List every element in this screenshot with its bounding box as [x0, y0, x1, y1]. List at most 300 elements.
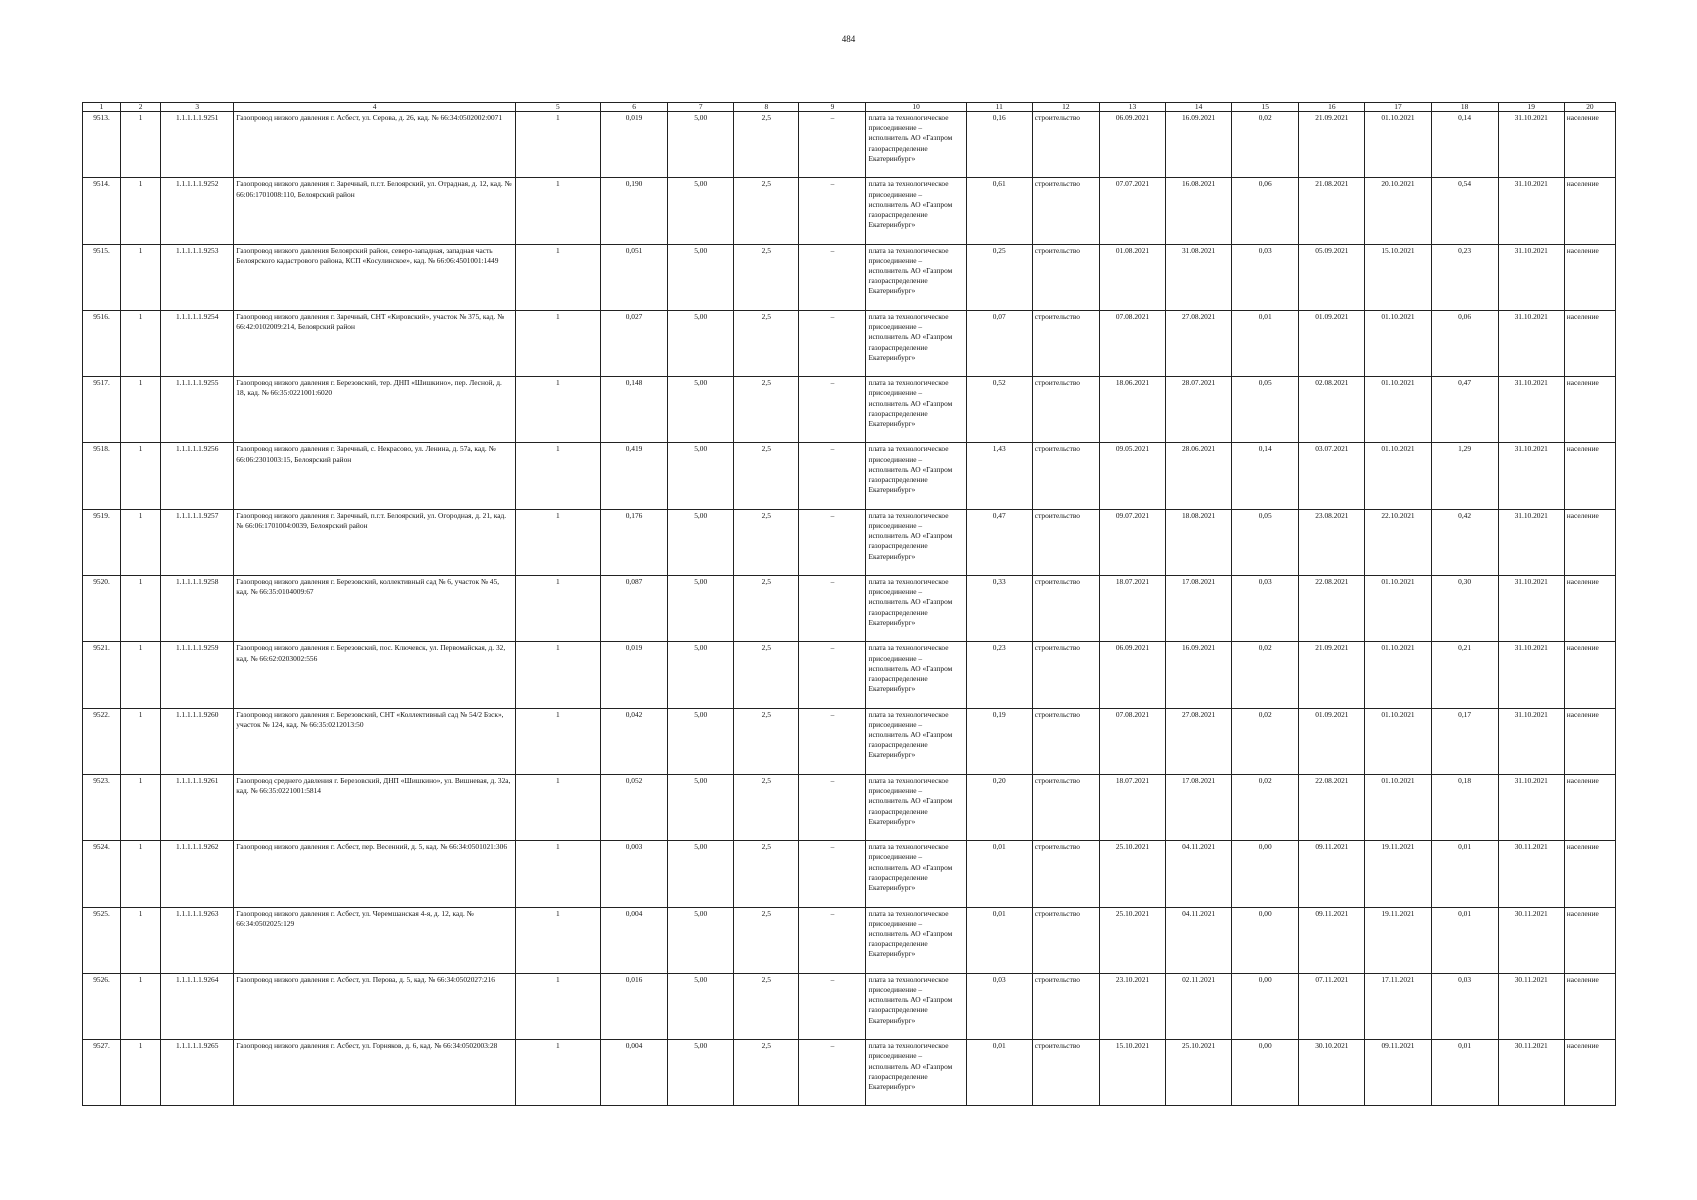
date-col14: 16.09.2021 [1166, 112, 1232, 178]
date-col17: 17.11.2021 [1365, 973, 1431, 1039]
date-col16: 21.09.2021 [1299, 642, 1365, 708]
date-col13: 15.10.2021 [1099, 1040, 1165, 1106]
date-col19: 31.10.2021 [1498, 708, 1564, 774]
date-col16: 09.11.2021 [1299, 907, 1365, 973]
consumer-category: население [1564, 310, 1615, 376]
col2-value: 1 [121, 642, 161, 708]
work-type: строительство [1032, 1040, 1099, 1106]
col9-value: – [799, 576, 866, 642]
row-number: 9527. [83, 1040, 121, 1106]
column-header-18: 18 [1431, 103, 1498, 112]
col15-value: 0,06 [1232, 178, 1299, 244]
date-col14: 17.08.2021 [1166, 774, 1232, 840]
object-code: 1.1.1.1.1.9261 [161, 774, 234, 840]
consumer-category: население [1564, 708, 1615, 774]
object-code: 1.1.1.1.1.9263 [161, 907, 234, 973]
col7-value: 5,00 [668, 112, 734, 178]
col2-value: 1 [121, 576, 161, 642]
col8-value: 2,5 [734, 178, 799, 244]
col15-value: 0,02 [1232, 642, 1299, 708]
date-col13: 06.09.2021 [1099, 112, 1165, 178]
date-col19: 30.11.2021 [1498, 907, 1564, 973]
date-col13: 18.06.2021 [1099, 377, 1165, 443]
length-value: 0,051 [600, 244, 667, 310]
col5-value: 1 [515, 244, 600, 310]
length-value: 0,016 [600, 973, 667, 1039]
date-col16: 21.08.2021 [1299, 178, 1365, 244]
consumer-category: население [1564, 112, 1615, 178]
date-col19: 30.11.2021 [1498, 973, 1564, 1039]
date-col14: 27.08.2021 [1166, 708, 1232, 774]
col2-value: 1 [121, 244, 161, 310]
financing-source: плата за технологическое присоединение – исполнитель АО «Газпром газораспределение Екатеринбург» [866, 708, 966, 774]
col18-value: 0,47 [1431, 377, 1498, 443]
length-value: 0,052 [600, 774, 667, 840]
col8-value: 2,5 [734, 642, 799, 708]
table-row [83, 443, 1616, 509]
date-col16: 02.08.2021 [1299, 377, 1365, 443]
object-description: Газопровод низкого давления Белоярский район, северо-западная, западная часть Белоярского кадастрового района, КСП «Косулинское», кад. № 66:06:4501001:1449 [234, 244, 516, 310]
column-header-12: 12 [1032, 103, 1099, 112]
length-value: 0,042 [600, 708, 667, 774]
col7-value: 5,00 [668, 443, 734, 509]
financing-source: плата за технологическое присоединение – исполнитель АО «Газпром газораспределение Екатеринбург» [866, 509, 966, 575]
date-col17: 15.10.2021 [1365, 244, 1431, 310]
date-col13: 25.10.2021 [1099, 907, 1165, 973]
col15-value: 0,02 [1232, 774, 1299, 840]
col8-value: 2,5 [734, 907, 799, 973]
table-row [83, 642, 1616, 708]
date-col16: 21.09.2021 [1299, 112, 1365, 178]
object-code: 1.1.1.1.1.9262 [161, 841, 234, 907]
date-col13: 25.10.2021 [1099, 841, 1165, 907]
col5-value: 1 [515, 774, 600, 840]
date-col13: 07.07.2021 [1099, 178, 1165, 244]
row-number: 9519. [83, 509, 121, 575]
col2-value: 1 [121, 841, 161, 907]
column-header-6: 6 [600, 103, 667, 112]
date-col17: 19.11.2021 [1365, 841, 1431, 907]
col9-value: – [799, 178, 866, 244]
object-description: Газопровод низкого давления г. Асбест, пер. Весенний, д. 5, кад. № 66:34:0501021:306 [234, 841, 516, 907]
col7-value: 5,00 [668, 907, 734, 973]
col11-value: 1,43 [966, 443, 1032, 509]
consumer-category: население [1564, 774, 1615, 840]
date-col16: 01.09.2021 [1299, 310, 1365, 376]
date-col14: 18.08.2021 [1166, 509, 1232, 575]
length-value: 0,148 [600, 377, 667, 443]
col11-value: 0,03 [966, 973, 1032, 1039]
table-row [83, 377, 1616, 443]
col18-value: 0,30 [1431, 576, 1498, 642]
col5-value: 1 [515, 642, 600, 708]
col2-value: 1 [121, 708, 161, 774]
col18-value: 0,01 [1431, 907, 1498, 973]
column-header-13: 13 [1099, 103, 1165, 112]
col11-value: 0,25 [966, 244, 1032, 310]
col11-value: 0,47 [966, 509, 1032, 575]
object-description: Газопровод низкого давления г. Березовский, пос. Ключевск, ул. Первомайская, д. 32, кад. № 66:62:0203002:556 [234, 642, 516, 708]
object-description: Газопровод низкого давления г. Заречный, п.г.т. Белоярский, ул. Огородная, д. 21, кад. № 66:06:1701004:0039, Белоярский район [234, 509, 516, 575]
table-row [83, 708, 1616, 774]
col15-value: 0,01 [1232, 310, 1299, 376]
col5-value: 1 [515, 907, 600, 973]
col8-value: 2,5 [734, 576, 799, 642]
date-col16: 01.09.2021 [1299, 708, 1365, 774]
col9-value: – [799, 907, 866, 973]
object-description: Газопровод низкого давления г. Асбест, ул. Перова, д. 5, кад. № 66:34:0502027:216 [234, 973, 516, 1039]
work-type: строительство [1032, 178, 1099, 244]
col18-value: 0,42 [1431, 509, 1498, 575]
object-code: 1.1.1.1.1.9256 [161, 443, 234, 509]
consumer-category: население [1564, 576, 1615, 642]
row-number: 9517. [83, 377, 121, 443]
object-description: Газопровод низкого давления г. Заречный, с. Некрасово, ул. Ленина, д. 57а, кад. № 66:06:2301003:15, Белоярский район [234, 443, 516, 509]
date-col14: 04.11.2021 [1166, 841, 1232, 907]
column-header-17: 17 [1365, 103, 1431, 112]
col11-value: 0,61 [966, 178, 1032, 244]
length-value: 0,004 [600, 907, 667, 973]
column-header-19: 19 [1498, 103, 1564, 112]
col8-value: 2,5 [734, 973, 799, 1039]
date-col16: 09.11.2021 [1299, 841, 1365, 907]
date-col17: 01.10.2021 [1365, 112, 1431, 178]
date-col17: 01.10.2021 [1365, 642, 1431, 708]
date-col17: 22.10.2021 [1365, 509, 1431, 575]
col5-value: 1 [515, 443, 600, 509]
length-value: 0,027 [600, 310, 667, 376]
financing-source: плата за технологическое присоединение – исполнитель АО «Газпром газораспределение Екатеринбург» [866, 841, 966, 907]
work-type: строительство [1032, 973, 1099, 1039]
col8-value: 2,5 [734, 244, 799, 310]
object-code: 1.1.1.1.1.9264 [161, 973, 234, 1039]
row-number: 9523. [83, 774, 121, 840]
col9-value: – [799, 509, 866, 575]
col9-value: – [799, 708, 866, 774]
row-number: 9515. [83, 244, 121, 310]
date-col16: 22.08.2021 [1299, 774, 1365, 840]
date-col19: 31.10.2021 [1498, 443, 1564, 509]
column-header-4: 4 [234, 103, 516, 112]
col7-value: 5,00 [668, 178, 734, 244]
object-description: Газопровод низкого давления г. Заречный, п.г.т. Белоярский, ул. Отрадная, д. 12, кад. № 66:06:1701008:110, Белоярский район [234, 178, 516, 244]
col11-value: 0,19 [966, 708, 1032, 774]
date-col19: 31.10.2021 [1498, 377, 1564, 443]
date-col14: 04.11.2021 [1166, 907, 1232, 973]
object-code: 1.1.1.1.1.9255 [161, 377, 234, 443]
col11-value: 0,16 [966, 112, 1032, 178]
col18-value: 0,14 [1431, 112, 1498, 178]
col15-value: 0,00 [1232, 1040, 1299, 1106]
work-type: строительство [1032, 310, 1099, 376]
col18-value: 0,06 [1431, 310, 1498, 376]
column-header-10: 10 [866, 103, 966, 112]
length-value: 0,003 [600, 841, 667, 907]
date-col13: 07.08.2021 [1099, 708, 1165, 774]
col9-value: – [799, 774, 866, 840]
length-value: 0,004 [600, 1040, 667, 1106]
col18-value: 0,54 [1431, 178, 1498, 244]
date-col16: 23.08.2021 [1299, 509, 1365, 575]
col5-value: 1 [515, 1040, 600, 1106]
date-col14: 28.07.2021 [1166, 377, 1232, 443]
date-col14: 16.08.2021 [1166, 178, 1232, 244]
date-col17: 01.10.2021 [1365, 708, 1431, 774]
col9-value: – [799, 973, 866, 1039]
col11-value: 0,01 [966, 841, 1032, 907]
length-value: 0,087 [600, 576, 667, 642]
col5-value: 1 [515, 973, 600, 1039]
object-description: Газопровод низкого давления г. Заречный, СНТ «Кировский», участок № 375, кад. № 66:42:0102009:214, Белоярский район [234, 310, 516, 376]
consumer-category: население [1564, 907, 1615, 973]
col18-value: 0,18 [1431, 774, 1498, 840]
date-col13: 09.07.2021 [1099, 509, 1165, 575]
object-description: Газопровод среднего давления г. Березовский, ДНП «Шишкино», ул. Вишневая, д. 32а, кад. № 66:35:0221001:5814 [234, 774, 516, 840]
date-col13: 01.08.2021 [1099, 244, 1165, 310]
table-row [83, 310, 1616, 376]
col8-value: 2,5 [734, 377, 799, 443]
col8-value: 2,5 [734, 310, 799, 376]
date-col19: 31.10.2021 [1498, 774, 1564, 840]
date-col13: 18.07.2021 [1099, 576, 1165, 642]
col11-value: 0,20 [966, 774, 1032, 840]
column-header-11: 11 [966, 103, 1032, 112]
col11-value: 0,01 [966, 1040, 1032, 1106]
date-col16: 22.08.2021 [1299, 576, 1365, 642]
page-number: 484 [841, 34, 856, 44]
col2-value: 1 [121, 907, 161, 973]
work-type: строительство [1032, 244, 1099, 310]
financing-source: плата за технологическое присоединение – исполнитель АО «Газпром газораспределение Екатеринбург» [866, 1040, 966, 1106]
object-code: 1.1.1.1.1.9259 [161, 642, 234, 708]
date-col17: 01.10.2021 [1365, 377, 1431, 443]
date-col13: 09.05.2021 [1099, 443, 1165, 509]
date-col17: 01.10.2021 [1365, 774, 1431, 840]
date-col17: 19.11.2021 [1365, 907, 1431, 973]
col2-value: 1 [121, 310, 161, 376]
col11-value: 0,52 [966, 377, 1032, 443]
date-col19: 31.10.2021 [1498, 112, 1564, 178]
table-row [83, 841, 1616, 907]
date-col19: 31.10.2021 [1498, 310, 1564, 376]
col9-value: – [799, 377, 866, 443]
col15-value: 0,00 [1232, 973, 1299, 1039]
col8-value: 2,5 [734, 443, 799, 509]
col5-value: 1 [515, 841, 600, 907]
consumer-category: население [1564, 244, 1615, 310]
table-row [83, 112, 1616, 178]
col7-value: 5,00 [668, 576, 734, 642]
date-col19: 31.10.2021 [1498, 244, 1564, 310]
date-col14: 31.08.2021 [1166, 244, 1232, 310]
col2-value: 1 [121, 377, 161, 443]
object-description: Газопровод низкого давления г. Асбест, ул. Серова, д. 26, кад. № 66:34:0502002:0071 [234, 112, 516, 178]
col9-value: – [799, 244, 866, 310]
work-type: строительство [1032, 907, 1099, 973]
row-number: 9514. [83, 178, 121, 244]
col9-value: – [799, 443, 866, 509]
financing-source: плата за технологическое присоединение – исполнитель АО «Газпром газораспределение Екатеринбург» [866, 774, 966, 840]
col15-value: 0,05 [1232, 509, 1299, 575]
table-row [83, 509, 1616, 575]
col11-value: 0,23 [966, 642, 1032, 708]
col7-value: 5,00 [668, 774, 734, 840]
consumer-category: население [1564, 509, 1615, 575]
consumer-category: население [1564, 1040, 1615, 1106]
table-row [83, 178, 1616, 244]
date-col17: 01.10.2021 [1365, 310, 1431, 376]
col15-value: 0,05 [1232, 377, 1299, 443]
date-col13: 18.07.2021 [1099, 774, 1165, 840]
date-col14: 17.08.2021 [1166, 576, 1232, 642]
col8-value: 2,5 [734, 841, 799, 907]
date-col19: 31.10.2021 [1498, 178, 1564, 244]
table-row [83, 244, 1616, 310]
table-row [83, 1040, 1616, 1106]
date-col14: 27.08.2021 [1166, 310, 1232, 376]
work-type: строительство [1032, 443, 1099, 509]
col15-value: 0,03 [1232, 244, 1299, 310]
date-col13: 23.10.2021 [1099, 973, 1165, 1039]
date-col19: 30.11.2021 [1498, 841, 1564, 907]
investment-register-table [82, 102, 1616, 1106]
column-header-5: 5 [515, 103, 600, 112]
col2-value: 1 [121, 774, 161, 840]
col5-value: 1 [515, 310, 600, 376]
col18-value: 1,29 [1431, 443, 1498, 509]
object-description: Газопровод низкого давления г. Березовский, коллективный сад № 6, участок № 45, кад. № 66:35:0104009:67 [234, 576, 516, 642]
col15-value: 0,02 [1232, 112, 1299, 178]
col2-value: 1 [121, 1040, 161, 1106]
col7-value: 5,00 [668, 642, 734, 708]
object-code: 1.1.1.1.1.9260 [161, 708, 234, 774]
col2-value: 1 [121, 443, 161, 509]
date-col14: 28.06.2021 [1166, 443, 1232, 509]
col9-value: – [799, 310, 866, 376]
column-header-15: 15 [1232, 103, 1299, 112]
column-header-9: 9 [799, 103, 866, 112]
length-value: 0,019 [600, 112, 667, 178]
financing-source: плата за технологическое присоединение – исполнитель АО «Газпром газораспределение Екатеринбург» [866, 310, 966, 376]
col15-value: 0,14 [1232, 443, 1299, 509]
col7-value: 5,00 [668, 708, 734, 774]
column-header-8: 8 [734, 103, 799, 112]
col7-value: 5,00 [668, 509, 734, 575]
date-col19: 31.10.2021 [1498, 509, 1564, 575]
col11-value: 0,07 [966, 310, 1032, 376]
col18-value: 0,01 [1431, 841, 1498, 907]
column-header-20: 20 [1564, 103, 1615, 112]
col18-value: 0,23 [1431, 244, 1498, 310]
date-col16: 05.09.2021 [1299, 244, 1365, 310]
date-col14: 16.09.2021 [1166, 642, 1232, 708]
col9-value: – [799, 841, 866, 907]
object-description: Газопровод низкого давления г. Березовский, СНТ «Коллективный сад № 54/2 Бзск», участок № 124, кад. № 66:35:0212013:50 [234, 708, 516, 774]
row-number: 9524. [83, 841, 121, 907]
col7-value: 5,00 [668, 973, 734, 1039]
col7-value: 5,00 [668, 377, 734, 443]
work-type: строительство [1032, 377, 1099, 443]
table-row [83, 774, 1616, 840]
col7-value: 5,00 [668, 841, 734, 907]
object-code: 1.1.1.1.1.9257 [161, 509, 234, 575]
date-col13: 07.08.2021 [1099, 310, 1165, 376]
col8-value: 2,5 [734, 708, 799, 774]
col5-value: 1 [515, 112, 600, 178]
col18-value: 0,01 [1431, 1040, 1498, 1106]
date-col17: 01.10.2021 [1365, 443, 1431, 509]
date-col19: 31.10.2021 [1498, 642, 1564, 708]
col8-value: 2,5 [734, 1040, 799, 1106]
consumer-category: население [1564, 973, 1615, 1039]
length-value: 0,190 [600, 178, 667, 244]
consumer-category: население [1564, 377, 1615, 443]
column-header-14: 14 [1166, 103, 1232, 112]
object-description: Газопровод низкого давления г. Березовский, тер. ДНП «Шишкино», пер. Лесной, д. 18, кад. № 66:35:0221001:6020 [234, 377, 516, 443]
object-description: Газопровод низкого давления г. Асбест, ул. Горняков, д. 6, кад. № 66:34:0502003:28 [234, 1040, 516, 1106]
date-col13: 06.09.2021 [1099, 642, 1165, 708]
work-type: строительство [1032, 509, 1099, 575]
table-row [83, 907, 1616, 973]
col18-value: 0,03 [1431, 973, 1498, 1039]
col5-value: 1 [515, 178, 600, 244]
column-header-16: 16 [1299, 103, 1365, 112]
financing-source: плата за технологическое присоединение – исполнитель АО «Газпром газораспределение Екатеринбург» [866, 443, 966, 509]
col2-value: 1 [121, 973, 161, 1039]
financing-source: плата за технологическое присоединение – исполнитель АО «Газпром газораспределение Екатеринбург» [866, 642, 966, 708]
column-header-3: 3 [161, 103, 234, 112]
length-value: 0,176 [600, 509, 667, 575]
header-row [83, 103, 1616, 112]
col15-value: 0,03 [1232, 576, 1299, 642]
col8-value: 2,5 [734, 774, 799, 840]
work-type: строительство [1032, 708, 1099, 774]
column-header-7: 7 [668, 103, 734, 112]
work-type: строительство [1032, 576, 1099, 642]
table-body [83, 112, 1616, 1106]
col7-value: 5,00 [668, 244, 734, 310]
col18-value: 0,17 [1431, 708, 1498, 774]
object-code: 1.1.1.1.1.9258 [161, 576, 234, 642]
row-number: 9513. [83, 112, 121, 178]
col2-value: 1 [121, 112, 161, 178]
date-col17: 20.10.2021 [1365, 178, 1431, 244]
object-code: 1.1.1.1.1.9254 [161, 310, 234, 376]
length-value: 0,019 [600, 642, 667, 708]
col5-value: 1 [515, 708, 600, 774]
date-col16: 30.10.2021 [1299, 1040, 1365, 1106]
col15-value: 0,00 [1232, 841, 1299, 907]
date-col19: 30.11.2021 [1498, 1040, 1564, 1106]
row-number: 9518. [83, 443, 121, 509]
col5-value: 1 [515, 377, 600, 443]
col9-value: – [799, 112, 866, 178]
row-number: 9516. [83, 310, 121, 376]
col7-value: 5,00 [668, 1040, 734, 1106]
col8-value: 2,5 [734, 112, 799, 178]
col15-value: 0,00 [1232, 907, 1299, 973]
row-number: 9526. [83, 973, 121, 1039]
work-type: строительство [1032, 774, 1099, 840]
date-col16: 07.11.2021 [1299, 973, 1365, 1039]
column-header-2: 2 [121, 103, 161, 112]
row-number: 9522. [83, 708, 121, 774]
date-col16: 03.07.2021 [1299, 443, 1365, 509]
object-code: 1.1.1.1.1.9252 [161, 178, 234, 244]
col2-value: 1 [121, 509, 161, 575]
date-col19: 31.10.2021 [1498, 576, 1564, 642]
work-type: строительство [1032, 112, 1099, 178]
